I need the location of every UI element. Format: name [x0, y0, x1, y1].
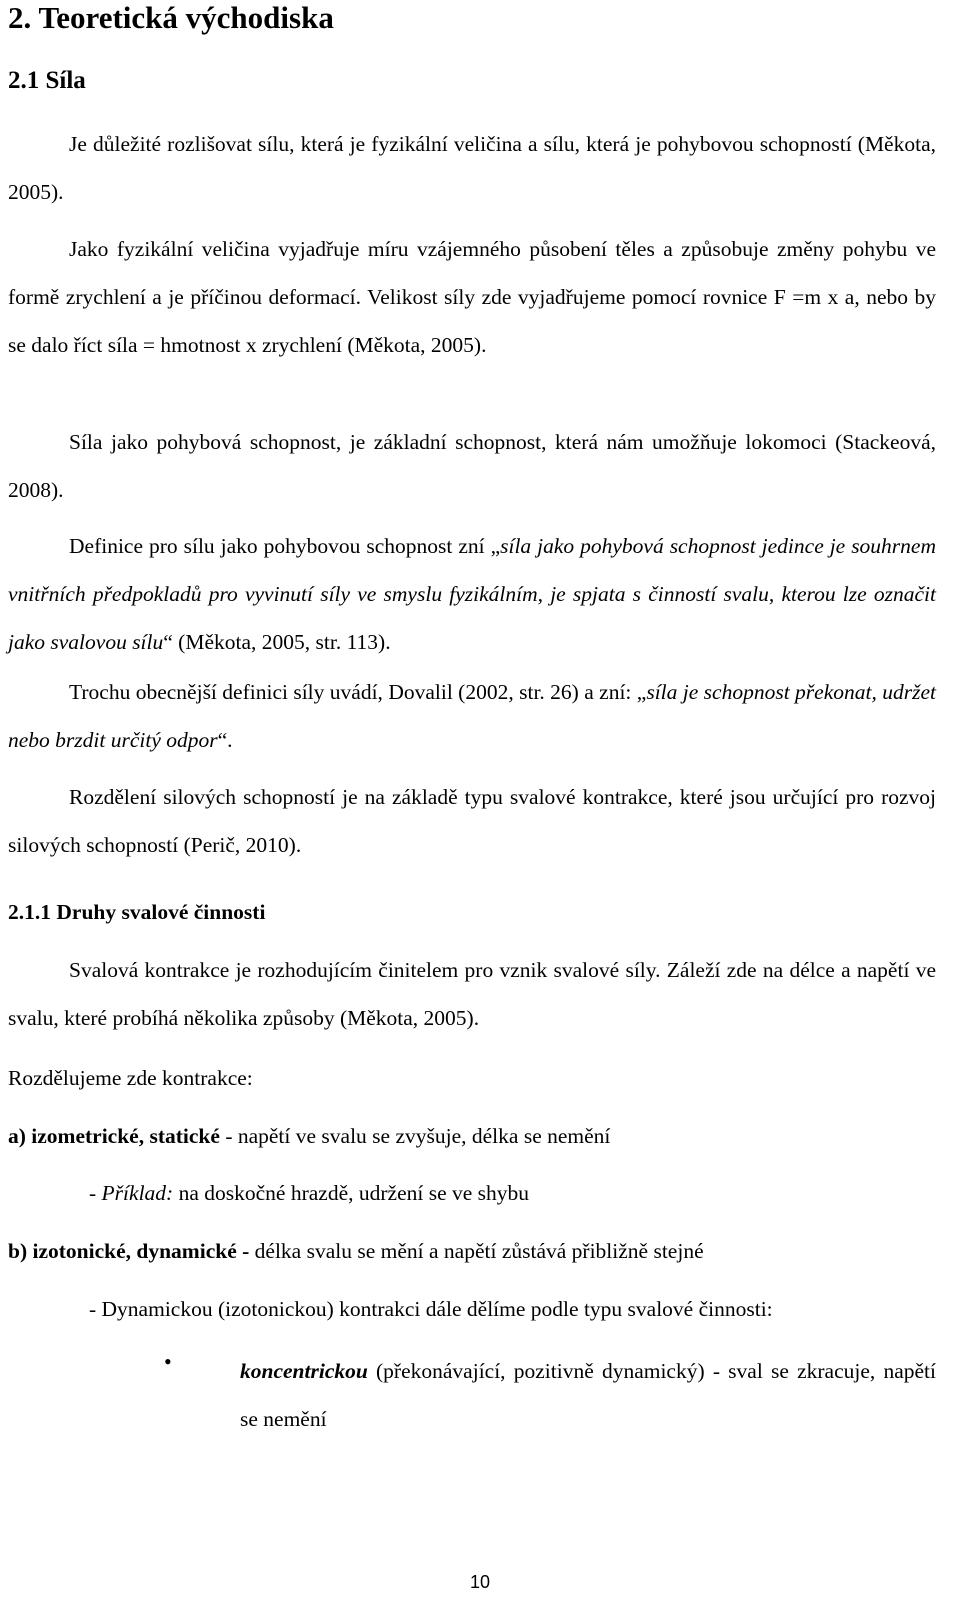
subsubsection-title: 2.1.1 Druhy svalové činnosti — [8, 900, 266, 924]
concentric-text — [240, 1347, 936, 1443]
paragraph-muscle-contraction: Svalová kontrakce je rozhodujícím činitelem pro vznik svalové síly. Záleží zde na délce a napětí ve svalu, které probíhá několika způsoby (Měkota, 2005). — [8, 958, 936, 1030]
isotonic-desc: délka svalu se mění a napětí zůstává přibližně stejné — [249, 1239, 704, 1263]
example-dash: - — [89, 1181, 102, 1205]
page-number: 10 — [469, 1572, 491, 1592]
paragraph-definition-dovalil — [8, 668, 936, 764]
concentric-desc: (překonávající, pozitivně dynamický) - sval se zkracuje, napětí se nemění — [240, 1359, 936, 1431]
definition-tail: “ (Měkota, 2005, str. 113). — [163, 630, 391, 654]
example-text: na doskočné hrazdě, udržení se ve shybu — [173, 1181, 530, 1205]
dovalil-lead: Trochu obecnější definici síly uvádí, Dovalil (2002, str. 26) a zní: „ — [69, 680, 647, 704]
list-item-isotonic — [8, 1236, 936, 1266]
isometric-desc: - napětí ve svalu se zvyšuje, délka se nemění — [219, 1124, 611, 1148]
list-item-isometric — [8, 1121, 936, 1151]
isotonic-label: b) izotonické, dynamické - — [8, 1239, 250, 1263]
section-title: 2. Teoretická východiska — [8, 0, 334, 35]
subsection-title: 2.1 Síla — [8, 67, 86, 94]
list-item-isotonic-sub: - Dynamickou (izotonickou) kontrakci dále dělíme podle typu svalové činnosti: — [89, 1297, 773, 1321]
list-item-isometric-example — [89, 1178, 936, 1208]
paragraph-definition-mekota — [8, 522, 936, 666]
example-label: Příklad: — [101, 1181, 174, 1205]
paragraph-force-distinction: Je důležité rozlišovat sílu, která je fyzikální veličina a sílu, která je pohybovou schopností (Měkota, 2005). — [8, 132, 936, 204]
isometric-label: a) izometrické, statické — [8, 1124, 220, 1148]
paragraph-contraction-types-intro: Rozdělujeme zde kontrakce: — [8, 1066, 253, 1090]
bullet-icon: • — [164, 1349, 172, 1374]
definition-quote: síla jako pohybová schopnost jedince je souhrnem vnitřních předpokladů pro vyvinutí síly ve smyslu fyzikálním, je spjata s činností svalu, kterou lze označit jako svalovou sílu — [8, 534, 936, 654]
dovalil-quote: síla je schopnost překonat, udržet nebo brzdit určitý odpor — [8, 680, 936, 752]
definition-lead: Definice pro sílu jako pohybovou schopnost zní „ — [69, 534, 501, 558]
paragraph-motor-ability: Síla jako pohybová schopnost, je základní schopnost, která nám umožňuje lokomoci (Stackeová, 2008). — [8, 430, 936, 502]
bullet-item-concentric — [164, 1347, 936, 1443]
concentric-label: koncentrickou — [240, 1359, 368, 1383]
dovalil-tail: “. — [217, 728, 233, 752]
paragraph-physical-quantity: Jako fyzikální veličina vyjadřuje míru vzájemného působení těles a způsobuje změny pohybu ve formě zrychlení a je příčinou deformací. Velikost síly zde vyjadřujeme pomocí rovnice F =m x a, nebo by se dalo říct síla = hmotnost x zrychlení (Měkota, 2005). — [8, 237, 936, 357]
paragraph-classification: Rozdělení silových schopností je na základě typu svalové kontrakce, které jsou určující pro rozvoj silových schopností (Perič, 2010). — [8, 785, 936, 857]
